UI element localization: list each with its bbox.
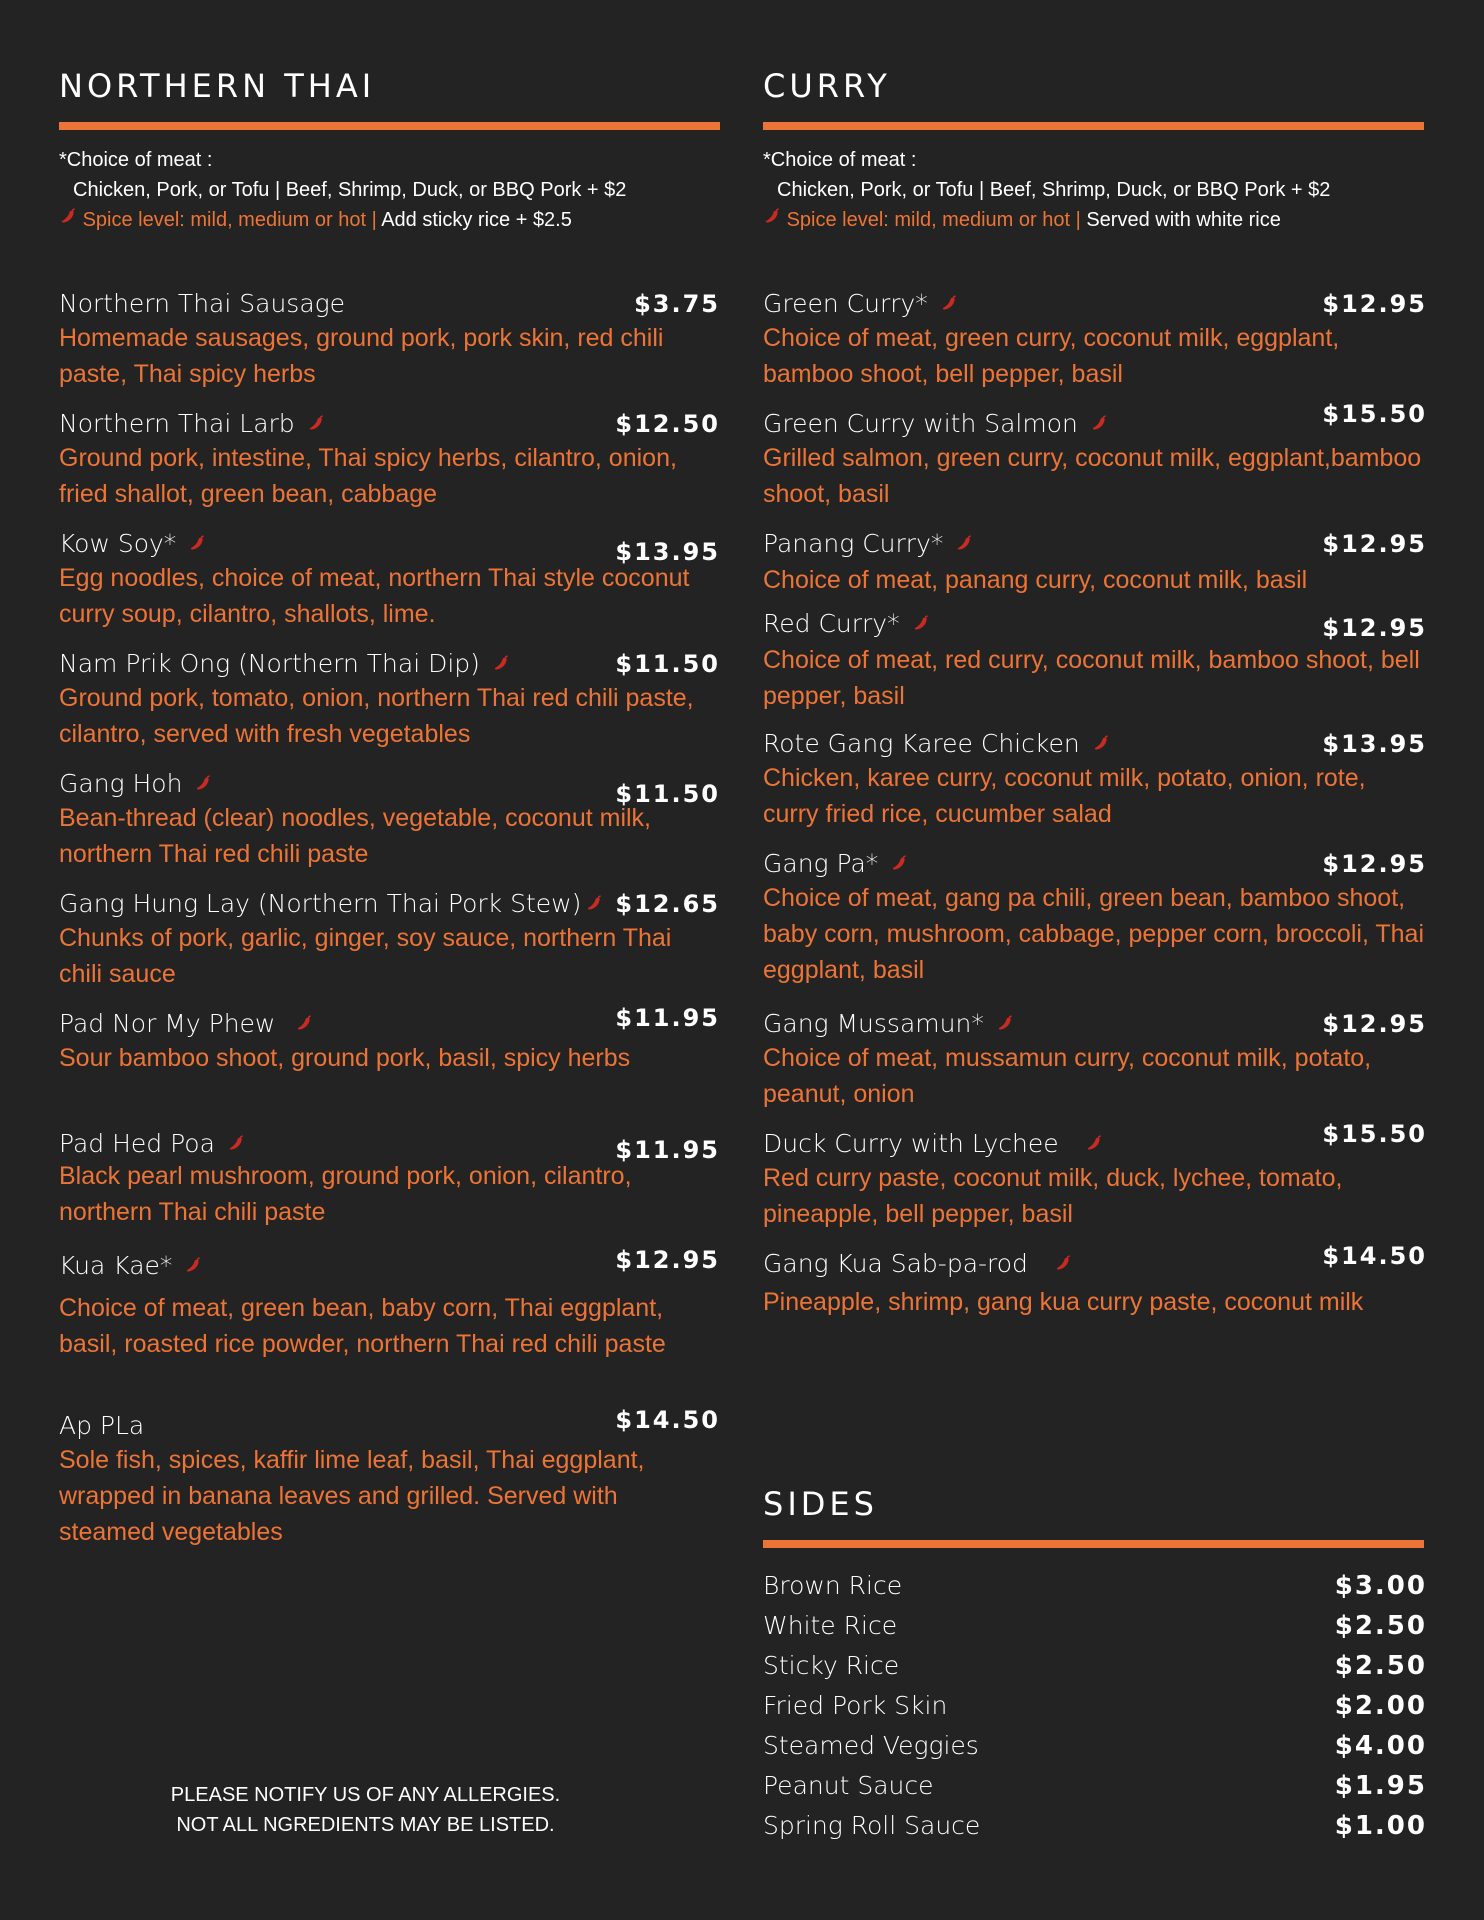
- item-price: $12.95: [1322, 290, 1427, 318]
- item-name-row: [763, 1008, 1014, 1041]
- item-description: Ground pork, tomato, onion, northern Thai red chili paste, cilantro, served with fresh vegetables: [59, 684, 694, 748]
- item-description: Egg noodles, choice of meat, northern Thai style coconut curry soup, cilantro, shallots, lime.: [59, 564, 690, 628]
- chili-pepper-icon: [890, 849, 908, 881]
- item-description: Pineapple, shrimp, gang kua curry paste, coconut milk: [763, 1288, 1364, 1316]
- item-price: $14.50: [615, 1406, 720, 1434]
- item-description: Choice of meat, green curry, coconut milk, eggplant, bamboo shoot, bell pepper, basil: [763, 324, 1340, 388]
- item-price: $12.50: [615, 410, 720, 438]
- item-name-row: [763, 728, 1110, 761]
- side-name: Sticky Rice: [763, 1651, 900, 1680]
- item-name: Gang Pa*: [763, 849, 879, 878]
- item-description: Grilled salmon, green curry, coconut milk, eggplant,bamboo shoot, basil: [763, 444, 1422, 508]
- item-price: $11.50: [615, 650, 720, 678]
- chili-pepper-icon: [1085, 1129, 1103, 1161]
- side-name: Peanut Sauce: [763, 1771, 934, 1800]
- item-name-row: [59, 768, 212, 801]
- item-description: Choice of meat, mussamun curry, coconut milk, potato, peanut, onion: [763, 1044, 1372, 1108]
- item-price: $13.95: [1322, 730, 1427, 758]
- item-name-row: [59, 1410, 144, 1442]
- chili-pepper-icon: [59, 209, 77, 231]
- chili-pepper-icon: [295, 1009, 313, 1041]
- chili-pepper-icon: [585, 889, 603, 921]
- allergy-notice-line2: NOT ALL NGREDIENTS MAY BE LISTED.: [176, 1814, 555, 1836]
- item-price: $11.95: [615, 1004, 720, 1032]
- item-price: $11.95: [615, 1136, 720, 1164]
- item-description: Choice of meat, green bean, baby corn, Thai eggplant, basil, roasted rice powder, northern Thai red chili paste: [59, 1294, 666, 1358]
- menu-notes: [763, 145, 1330, 235]
- item-price: $13.95: [615, 538, 720, 566]
- item-name-row: [763, 608, 930, 641]
- section-title-sides: SIDES: [763, 1485, 878, 1523]
- item-description: Choice of meat, gang pa chili, green bean, bamboo shoot, baby corn, mushroom, cabbage, pepper corn, broccoli, Thai eggplant, basil: [763, 884, 1425, 984]
- item-price: $12.95: [1322, 1010, 1427, 1038]
- side-price: $2.50: [1334, 1611, 1427, 1641]
- item-name-row: [763, 528, 973, 561]
- spice-level-note: Spice level: mild, medium or hot |: [786, 209, 1081, 231]
- notes-spice-line: [763, 205, 1330, 235]
- notes-choice-of-meat: *Choice of meat :: [59, 149, 213, 171]
- side-item: [763, 1686, 1427, 1726]
- item-name: Gang Kua Sab-pa-rod: [763, 1249, 1028, 1278]
- side-item: [763, 1726, 1427, 1766]
- chili-pepper-icon: [955, 529, 973, 561]
- item-description: Chunks of pork, garlic, ginger, soy sauce, northern Thai chili sauce: [59, 924, 672, 988]
- chili-pepper-icon: [940, 289, 958, 321]
- item-description: Red curry paste, coconut milk, duck, lychee, tomato, pineapple, bell pepper, basil: [763, 1164, 1343, 1228]
- chili-pepper-icon: [1054, 1249, 1072, 1281]
- item-name: Gang Mussamun*: [763, 1009, 984, 1038]
- item-price: $14.50: [1322, 1242, 1427, 1270]
- item-name: Nam Prik Ong (Northern Thai Dip): [59, 649, 480, 678]
- item-name-row: [59, 1008, 313, 1041]
- item-price: $12.95: [615, 1246, 720, 1274]
- side-price: $1.00: [1334, 1811, 1427, 1841]
- item-description: Choice of meat, red curry, coconut milk, bamboo shoot, bell pepper, basil: [763, 646, 1420, 710]
- item-price: $12.95: [1322, 530, 1427, 558]
- menu-notes: [59, 145, 626, 235]
- chili-pepper-icon: [307, 409, 325, 441]
- item-name-row: [59, 1250, 202, 1283]
- side-price: $1.95: [1334, 1771, 1427, 1801]
- side-price: $3.00: [1334, 1571, 1427, 1601]
- allergy-notice: [59, 1780, 672, 1840]
- item-price: $15.50: [1322, 1120, 1427, 1148]
- chili-pepper-icon: [996, 1009, 1014, 1041]
- side-name: Fried Pork Skin: [763, 1691, 948, 1720]
- item-name-row: [763, 408, 1108, 441]
- item-name-row: [763, 288, 958, 321]
- chili-pepper-icon: [1092, 729, 1110, 761]
- item-description: Sour bamboo shoot, ground pork, basil, spicy herbs: [59, 1044, 631, 1072]
- item-name: Kow Soy*: [59, 529, 177, 558]
- item-name: Kua Kae*: [59, 1251, 173, 1280]
- side-price: $2.00: [1334, 1691, 1427, 1721]
- section-divider: [59, 122, 720, 130]
- allergy-notice-line1: PLEASE NOTIFY US OF ANY ALLERGIES.: [170, 1784, 561, 1806]
- side-price: $4.00: [1334, 1731, 1427, 1761]
- item-name: Rote Gang Karee Chicken: [763, 729, 1080, 758]
- item-description: Sole fish, spices, kaffir lime leaf, basil, Thai eggplant, wrapped in banana leaves and grilled. Served with steamed vegetables: [59, 1446, 645, 1546]
- side-item: [763, 1566, 1427, 1606]
- item-description: Chicken, karee curry, coconut milk, potato, onion, rote, curry fried rice, cucumber salad: [763, 764, 1366, 828]
- item-name-row: [59, 408, 325, 441]
- item-name-row: [763, 1248, 1072, 1281]
- chili-pepper-icon: [188, 529, 206, 561]
- chili-pepper-icon: [184, 1251, 202, 1283]
- item-name: Duck Curry with Lychee: [763, 1129, 1059, 1158]
- item-name: Gang Hung Lay (Northern Thai Pork Stew): [59, 889, 582, 918]
- item-name: Green Curry with Salmon: [763, 409, 1078, 438]
- item-name: Ap PLa: [59, 1411, 145, 1440]
- item-name-row: [59, 288, 345, 320]
- section-title-northern-thai: NORTHERN THAI: [59, 67, 376, 105]
- item-name: Gang Hoh: [59, 769, 183, 798]
- side-item: [763, 1606, 1427, 1646]
- item-price: $12.95: [1322, 850, 1427, 878]
- item-description: Black pearl mushroom, ground pork, onion, cilantro, northern Thai chili paste: [59, 1162, 632, 1226]
- notes-choice-of-meat: *Choice of meat :: [763, 149, 917, 171]
- notes-meat-options: Chicken, Pork, or Tofu | Beef, Shrimp, Duck, or BBQ Pork + $2: [777, 179, 1331, 201]
- item-description: Choice of meat, panang curry, coconut milk, basil: [763, 566, 1308, 594]
- spice-level-note: Spice level: mild, medium or hot |: [82, 209, 377, 231]
- item-name: Northern Thai Sausage: [59, 289, 346, 318]
- item-name-row: [763, 1128, 1103, 1161]
- section-divider: [763, 122, 1424, 130]
- side-item: [763, 1646, 1427, 1686]
- item-description: Homemade sausages, ground pork, pork skin, red chili paste, Thai spicy herbs: [59, 324, 664, 388]
- item-description: Bean-thread (clear) noodles, vegetable, coconut milk, northern Thai red chili paste: [59, 804, 651, 868]
- chili-pepper-icon: [194, 769, 212, 801]
- item-price: $3.75: [634, 290, 720, 318]
- section-divider: [763, 1540, 1424, 1548]
- chili-pepper-icon: [912, 609, 930, 641]
- item-name-row: [59, 648, 510, 681]
- item-price: $11.50: [615, 780, 720, 808]
- side-name: Spring Roll Sauce: [763, 1811, 981, 1840]
- side-name: Steamed Veggies: [763, 1731, 979, 1760]
- notes-meat-options: Chicken, Pork, or Tofu | Beef, Shrimp, Duck, or BBQ Pork + $2: [73, 179, 627, 201]
- item-price: $15.50: [1322, 400, 1427, 428]
- extra-note: Add sticky rice + $2.5: [381, 209, 572, 231]
- item-name: Green Curry*: [763, 289, 928, 318]
- item-name: Red Curry*: [763, 609, 900, 638]
- section-title-curry: CURRY: [763, 67, 891, 105]
- notes-spice-line: [59, 205, 626, 235]
- side-price: $2.50: [1334, 1651, 1427, 1681]
- item-price: $12.95: [1322, 614, 1427, 642]
- extra-note: Served with white rice: [1086, 209, 1281, 231]
- item-price: $12.65: [615, 890, 720, 918]
- item-description: Ground pork, intestine, Thai spicy herbs, cilantro, onion, fried shallot, green bean, cabbage: [59, 444, 677, 508]
- item-name-row: [763, 848, 908, 881]
- chili-pepper-icon: [227, 1129, 245, 1161]
- chili-pepper-icon: [1090, 409, 1108, 441]
- item-name: Panang Curry*: [763, 529, 944, 558]
- item-name: Pad Nor My Phew: [59, 1009, 276, 1038]
- item-name-row: [59, 528, 206, 561]
- item-name: Pad Hed Poa: [59, 1129, 215, 1158]
- item-name: Northern Thai Larb: [59, 409, 295, 438]
- side-name: White Rice: [763, 1611, 898, 1640]
- item-name-row: [59, 1128, 245, 1161]
- chili-pepper-icon: [492, 649, 510, 681]
- side-name: Brown Rice: [763, 1571, 903, 1600]
- side-item: [763, 1766, 1427, 1806]
- chili-pepper-icon: [763, 209, 781, 231]
- item-name-row: [59, 888, 603, 921]
- side-item: [763, 1806, 1427, 1846]
